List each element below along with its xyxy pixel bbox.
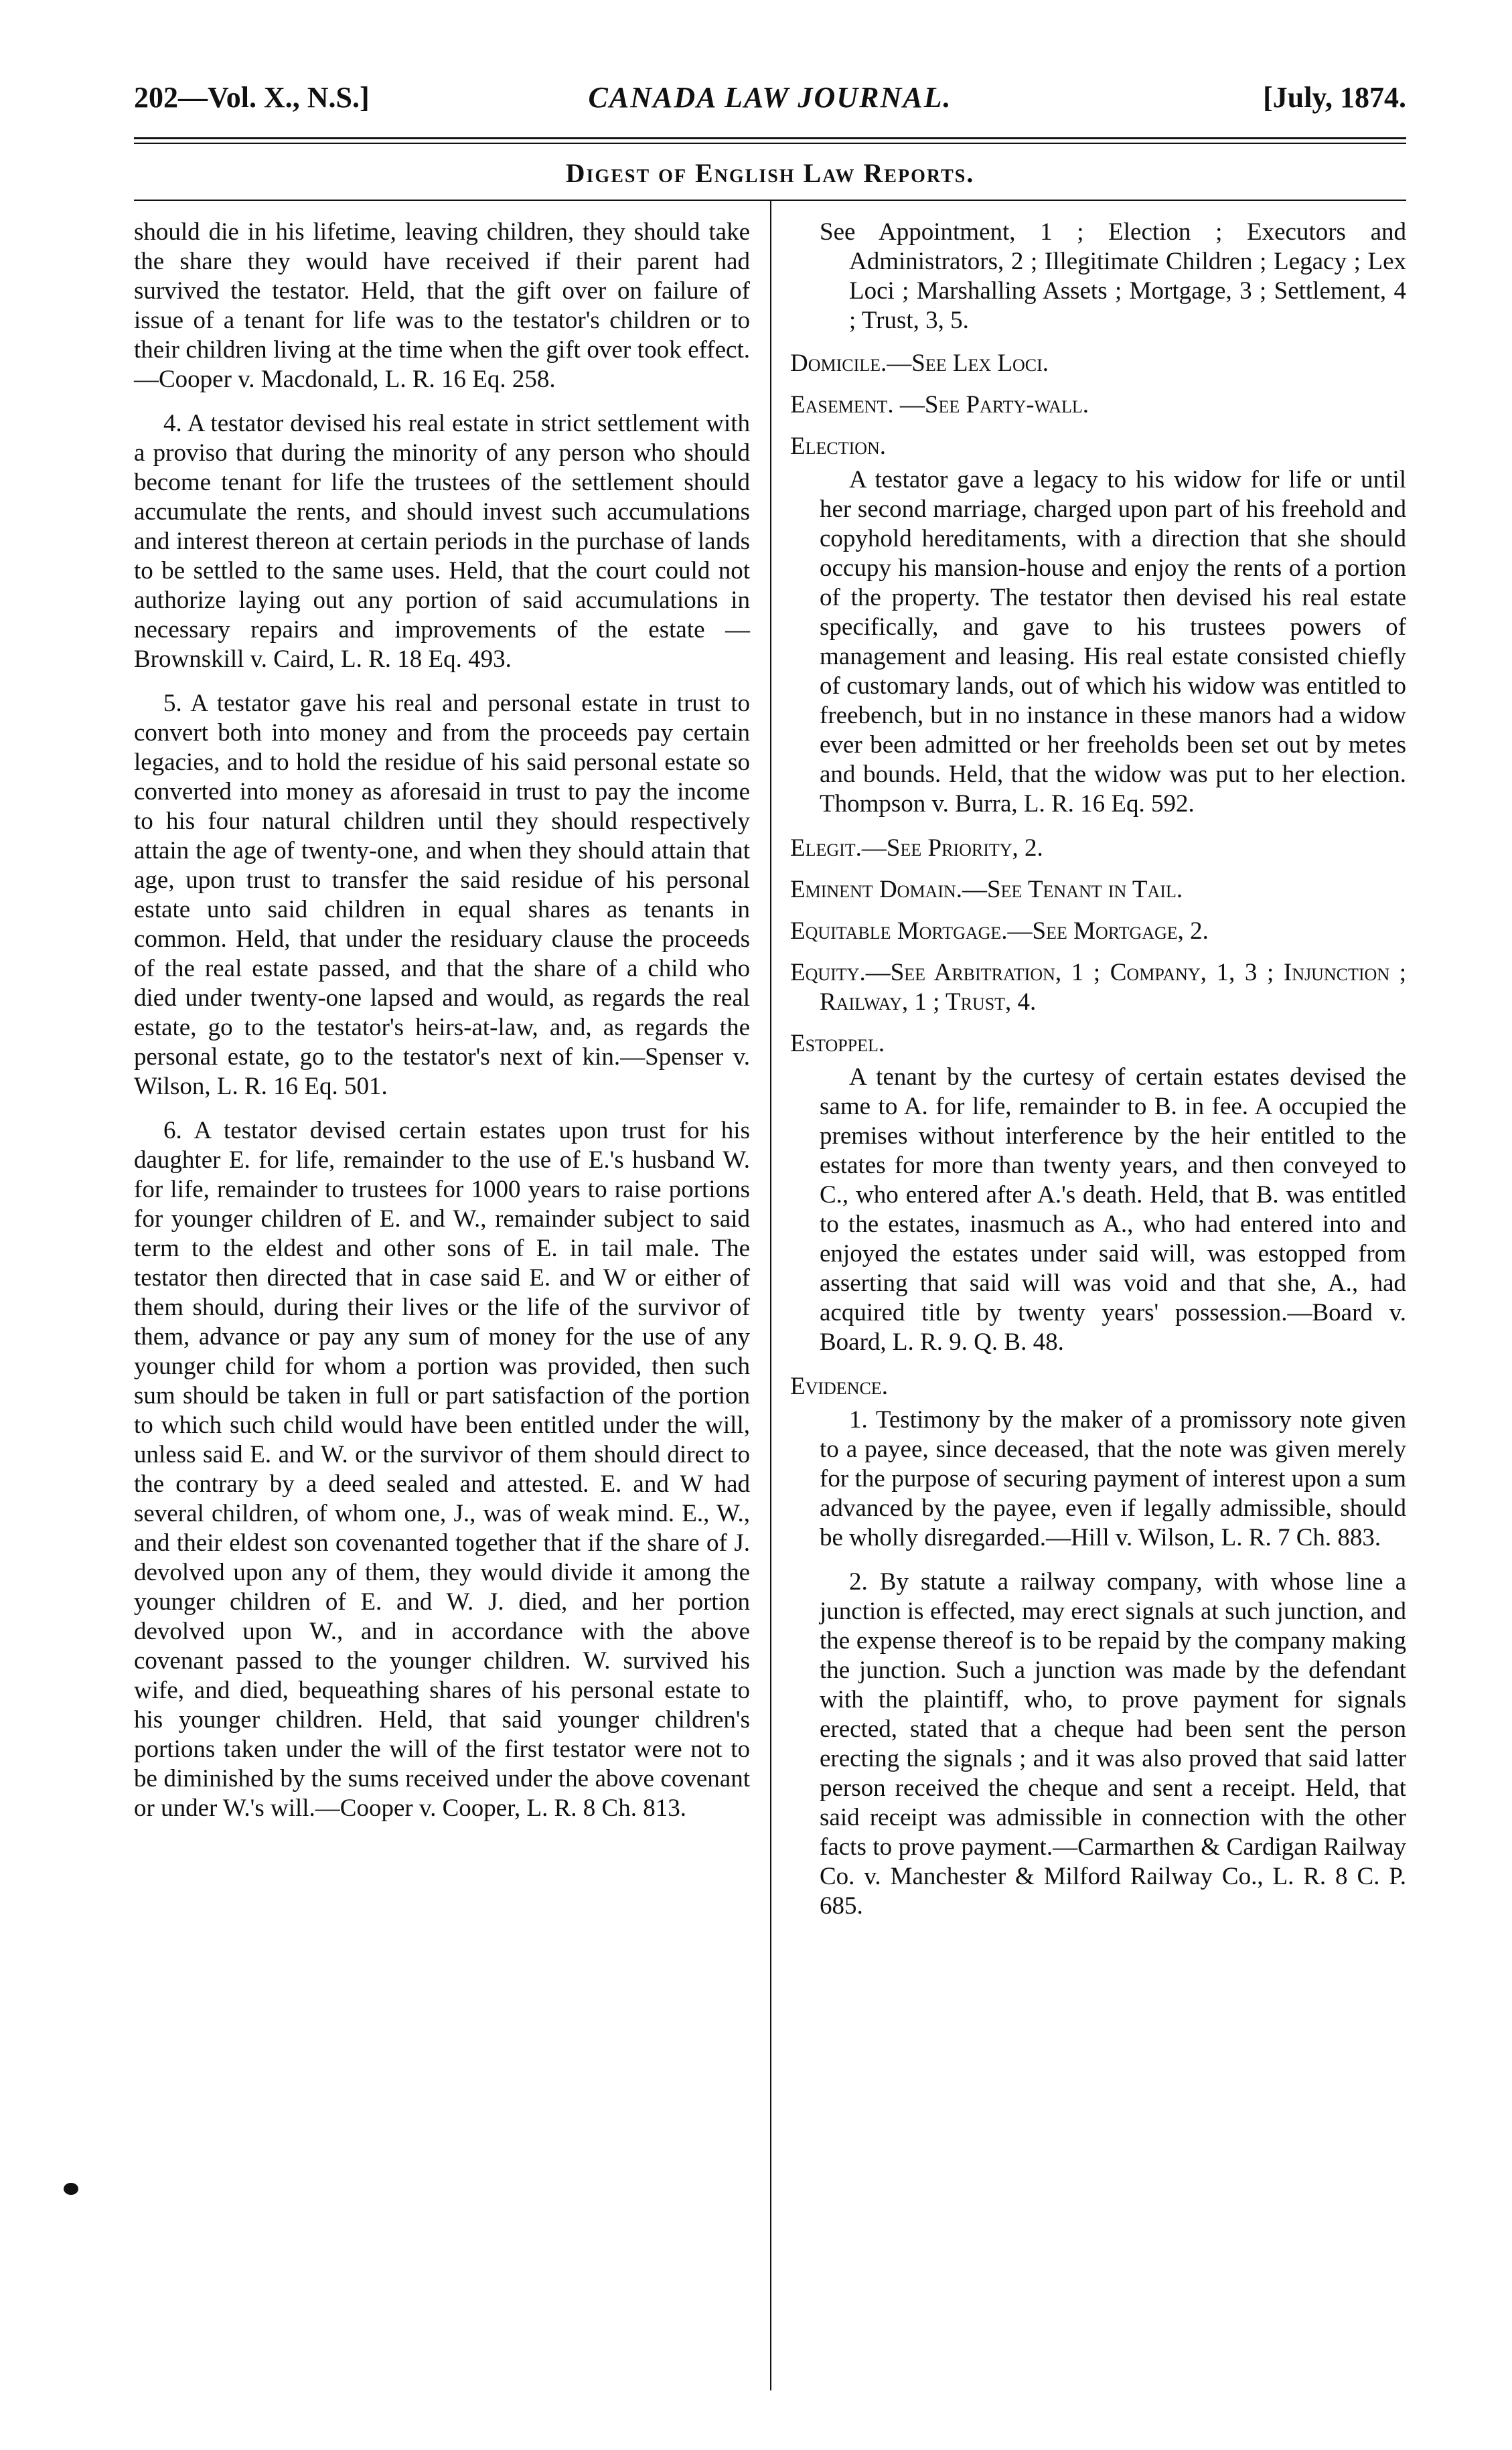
entry-title-evidence: Evidence. [790, 1373, 888, 1400]
running-header [134, 74, 1406, 121]
entry-title-estoppel: Estoppel. [790, 1030, 885, 1057]
entry-body-evidence [790, 1405, 1406, 1921]
header-rule-thick [134, 137, 1406, 139]
entry-eminent-domain: Eminent Domain.—See Tenant in Tail. [790, 876, 1183, 903]
evidence-paragraph-2: 2. By statute a railway company, with whose line a junction is effected, may erect signals at such junction, and the expense thereof is to be repaid by the company making the junction. Such a junction was made by the defendant with the plaintiff, who, to prove payment for signals erected, stated that a cheque had been sent the person erecting the signals ; and it was also proved that said latter person received the cheque and sent a receipt. Held, that said receipt was admissible in connection with the other facts to prove payment.—Carmarthen & Cardigan Railway Co. v. Manchester & Milford Railway Co., L. R. 8 C. P. 685. [820, 1568, 1406, 1920]
issue-date: [July, 1874. [1263, 81, 1406, 114]
page-volume-label: 202—Vol. X., N.S.] [134, 81, 370, 114]
entry-body-estoppel [790, 1063, 1406, 1357]
entry-elegit: Elegit.—See Priority, 2. [790, 834, 1043, 862]
ink-blot [64, 2183, 78, 2195]
journal-page [134, 67, 1406, 2410]
journal-title: CANADA LAW JOURNAL. [588, 81, 952, 114]
entry-body-election [790, 465, 1406, 819]
header-rule-thin [134, 143, 1406, 144]
paragraph-5: 5. A testator gave his real and personal estate in trust to convert both into money and from the proceeds pay certain legacies, and to hold the residue of his said personal estate so converted into money as aforesaid in trust to pay the income to his four natural children until they should respectively attain the age of twenty-one, and when they should attain that age, upon trust to transfer the said residue of his personal estate unto said children in equal shares as tenants in common. Held, that under the residuary clause the proceeds of the real estate passed, and that the share of a child who died under twenty-one lapsed and would, as regards the real estate, go to the testator's heirs-at-law, and, as regards the personal estate, go to the testator's next of kin.—Spenser v. Wilson, L. R. 16 Eq. 501. [134, 690, 750, 1100]
right-column [790, 218, 1406, 1936]
estoppel-paragraph: A tenant by the curtesy of certain estates devised the same to A. for life, remainder to B. in fee. A occupied the premises without interference by the heir entitled to the estates for more than twenty years, and then conveyed to C., who entered after A.'s death. Held, that B. was entitled to the estates, inasmuch as A., who had entered into and enjoyed the estates under said will, was estopped from asserting that said will was void and that she, A., had acquired title by twenty years' possession.—Board v. Board, L. R. 9. Q. B. 48. [820, 1063, 1406, 1356]
see-also-references: See Appointment, 1 ; Election ; Executors and Administrators, 2 ; Illegitimate Children ; Legacy ; Lex Loci ; Marshalling Assets ; Mortgage, 3 ; Settlement, 4 ; Trust, 3, 5. [820, 218, 1406, 334]
paragraph-continuation: should die in his lifetime, leaving children, they should take the share they would have received if their parent had survived the testator. Held, that the gift over on failure of issue of a tenant for life was to the testator's children or to their children living at the time when the gift over took effect.—Cooper v. Macdonald, L. R. 16 Eq. 258. [134, 218, 750, 393]
election-paragraph: A testator gave a legacy to his widow for life or until her second marriage, charged upon part of his freehold and copyhold hereditaments, with a direction that she should occupy his mansion-house and enjoy the rents of a portion of the property. The testator then devised his real estate specifically, and gave to his trustees powers of management and leasing. His real estate consisted chiefly of customary lands, out of which his widow was entitled to freebench, but in no instance in these manors had a widow ever been admitted or her freeholds been set out by metes and bounds. Held, that the widow was put to her election. Thompson v. Burra, L. R. 16 Eq. 592. [820, 466, 1406, 818]
entry-title-election: Election. [790, 433, 887, 460]
evidence-paragraph-1: 1. Testimony by the maker of a promissory note given to a payee, since deceased, that the note was given merely for the purpose of securing payment of interest upon a sum advanced by the payee, even if legally admissible, should be wholly disregarded.—Hill v. Wilson, L. R. 7 Ch. 883. [820, 1406, 1406, 1551]
paragraph-6: 6. A testator devised certain estates upon trust for his daughter E. for life, remainder to the use of E.'s husband W. for life, remainder to trustees for 1000 years to raise portions for younger children of E. and W., remainder subject to said term to the eldest and other sons of E. in tail male. The testator then directed that in case said E. and W or either of them should, during their lives or the life of the survivor of them, advance or pay any sum of money for the use of any younger child for whom a portion was provided, then such sum should be taken in full or part satisfaction of the portion to which such child would have been entitled under the will, unless said E. and W. or the survivor of them should direct to the contrary by a deed sealed and attested. E. and W had several children, of whom one, J., was of weak mind. E., W., and their eldest son covenanted together that if the share of J. devolved upon any of them, they would divide it among the younger children of E. and W. J. died, and her portion devolved upon W., and in accordance with the above covenant passed to the younger children. W. survived his wife, and died, bequeathing shares of his personal estate to his younger children. Held, that said younger children's portions taken under the will of the first testator were not to be diminished by the sums received under the above covenant or under W.'s will.—Cooper v. Cooper, L. R. 8 Ch. 813. [134, 1117, 750, 1822]
section-heading: Digest of English Law Reports. [565, 158, 975, 188]
entry-easement: Easement. —See Party-wall. [790, 391, 1089, 418]
entry-domicile: Domicile.—See Lex Loci. [790, 350, 1049, 377]
left-column [134, 218, 750, 1838]
entry-equitable-mortgage: Equitable Mortgage.—See Mortgage, 2. [790, 917, 1209, 945]
column-divider [770, 201, 771, 2390]
entry-equity: Equity.—See Arbitration, 1 ; Company, 1, 3 ; Injunction ; Railway, 1 ; Trust, 4. [790, 959, 1406, 1016]
paragraph-4: 4. A testator devised his real estate in strict settlement with a proviso that during the minority of any person who should become tenant for life the trustees of the settlement should accumulate the rents, and should invest such accumulations and interest thereon at certain periods in the purchase of lands to be settled to the same uses. Held, that the court could not authorize laying out any portion of said accumulations in necessary repairs and improvements of the estate — Brownskill v. Caird, L. R. 18 Eq. 493. [134, 410, 750, 673]
